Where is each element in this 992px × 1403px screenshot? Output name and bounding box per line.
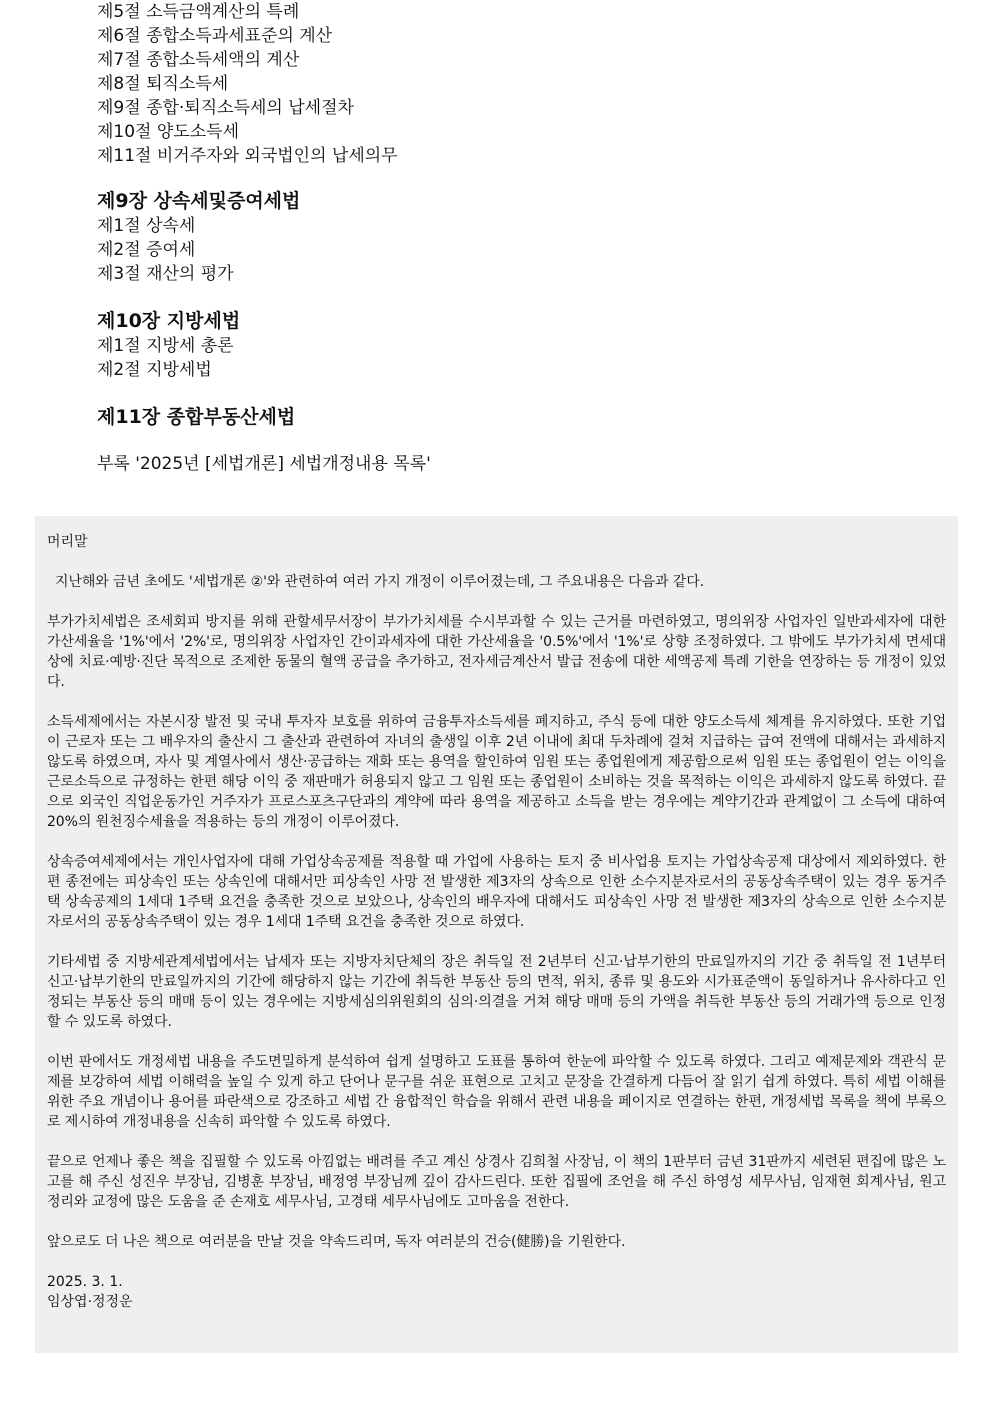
toc-chapter-11-title: 제11장 종합부동산세법 [97, 406, 296, 428]
preface-paragraph-inheritance-tax: 상속증여세제에서는 개인사업자에 대해 가업상속공제를 적용할 때 가업에 사용하는 토지 중 비사업용 토지는 가업상속공제 대상에서 제외하였다. 한편 종전에는 피상속인 또는 상속인에 대해서만 피상속인 사망 전 발생한 제3자의 상속으로 인한 소수지분자로서의 공동상속주택이 있는 경우 동거주택 상속공제의 1세대 1주택 요건을 충족한 것으로 보았으나, 상속인의 배우자에 대해서도 피상속인 사망 전 발생한 제3자의 상속으로 인한 소수지분자로서의 공동상속주택이 있는 경우 1세대 1주택 요건을 충족한 것으로 하였다. [47, 854, 946, 930]
toc-chapter-9-section-1: 제1절 상속세 [97, 216, 196, 236]
preface-paragraph-vat: 부가가치세법은 조세회피 방지를 위해 관할세무서장이 부가가치세를 수시부과할 수 있는 근거를 마련하였고, 명의위장 사업자인 일반과세자에 대한 가산세율을 '1%'에서 '2%'로, 명의위장 사업자인 간이과세자에 대한 가산세율을 '0.5%'에서 '1%'로 상향 조정하였다. 그 밖에도 부가가치세 면세대상에 치료·예방·진단 목적으로 조제한 동물의 혈액 공급을 추가하고, 전자세금계산서 발급 전송에 대한 세액공제 특례 기한을 연장하는 등 개정이 있었다. [47, 614, 946, 690]
preface-title: 머리말 [47, 534, 88, 550]
toc-section-8: 제8절 퇴직소득세 [97, 74, 229, 94]
table-of-contents [97, 0, 957, 476]
toc-appendix: 부록 '2025년 [세법개론] 세법개정내용 목록' [97, 454, 431, 474]
toc-section-11: 제11절 비거주자와 외국법인의 납세의무 [97, 146, 398, 166]
preface-paragraph-local-tax: 기타세법 중 지방세관계세법에서는 납세자 또는 지방자치단체의 장은 취득일 전 2년부터 신고·납부기한의 만료일까지의 기간 중 취득일 전 1년부터 신고·납부기한의 만료일까지의 기간에 해당하지 않는 기간에 취득한 부동산 등의 면적, 위치, 종류 및 용도와 시가표준액이 동일하거나 유사하다고 인정되는 부동산 등의 매매 등이 있는 경우에는 지방세심의위원회의 심의·의결을 거쳐 해당 매매 등의 가액을 취득한 부동산 등의 거래가액 등으로 인정할 수 있도록 하였다. [47, 954, 946, 1030]
toc-section-10: 제10절 양도소득세 [97, 122, 239, 142]
toc-chapter-9-section-3: 제3절 재산의 평가 [97, 264, 234, 284]
toc-chapter-9-title: 제9장 상속세및증여세법 [97, 190, 301, 212]
toc-chapter-10-section-2: 제2절 지방세법 [97, 360, 212, 380]
toc-chapter-10-section-1: 제1절 지방세 총론 [97, 336, 234, 356]
toc-section-5: 제5절 소득금액계산의 특례 [97, 2, 300, 22]
preface-box [35, 516, 958, 1353]
toc-section-9: 제9절 종합·퇴직소득세의 납세절차 [97, 98, 354, 118]
preface-paragraph-edition: 이번 판에서도 개정세법 내용을 주도면밀하게 분석하여 쉽게 설명하고 도표를 통하여 한눈에 파악할 수 있도록 하였다. 그리고 예제문제와 객관식 문제를 보강하여 세법 이해력을 높일 수 있게 하고 단어나 문구를 쉬운 표현으로 고치고 문장을 간결하게 다듬어 잘 읽기 쉽게 하였다. 특히 세법 이해를 위한 주요 개념이나 용어를 파란색으로 강조하고 세법 간 융합적인 학습을 위해서 관련 내용을 페이지로 연결하는 한편, 개정세법 목록을 책에 부록으로 제시하여 개정내용을 신속히 파악할 수 있도록 하였다. [47, 1054, 946, 1130]
preface-paragraph-closing: 앞으로도 더 나은 책으로 여러분을 만날 것을 약속드리며, 독자 여러분의 건승(健勝)을 기원한다. [47, 1234, 626, 1250]
toc-section-7: 제7절 종합소득세액의 계산 [97, 50, 300, 70]
preface-paragraph-thanks: 끝으로 언제나 좋은 책을 집필할 수 있도록 아낌없는 배려를 주고 계신 상경사 김희철 사장님, 이 책의 1판부터 금년 31판까지 세련된 편집에 많은 노고를 해 주신 성진우 부장님, 김병훈 부장님, 배정영 부장님께 깊이 감사드린다. 또한 집필에 조언을 해 주신 하영성 세무사님, 임재현 회계사님, 원고정리와 교정에 많은 도움을 준 손재호 세무사님, 고경태 세무사님에도 고마움을 전한다. [47, 1154, 946, 1210]
toc-chapter-9-section-2: 제2절 증여세 [97, 240, 196, 260]
preface-authors: 임상엽·정정운 [47, 1294, 133, 1310]
preface-paragraph-intro: 지난해와 금년 초에도 '세법개론 ②'와 관련하여 여러 가지 개정이 이루어졌는데, 그 주요내용은 다음과 같다. [55, 574, 705, 590]
preface-paragraph-income-tax: 소득세제에서는 자본시장 발전 및 국내 투자자 보호를 위하여 금융투자소득세를 폐지하고, 주식 등에 대한 양도소득세 체계를 유지하였다. 또한 기업이 근로자 또는 그 배우자의 출산시 그 출산과 관련하여 자녀의 출생일 이후 2년 이내에 최대 두차례에 걸쳐 지급하는 급여 전액에 대해서는 과세하지 않도록 하였으며, 자사 및 계열사에서 생산·공급하는 재화 또는 용역을 할인하여 임원 또는 종업원에게 제공함으로써 임원 또는 종업원이 얻는 이익을 근로소득으로 규정하는 한편 해당 이익 중 재판매가 허용되지 않고 그 임원 또는 종업원이 소비하는 것을 목적하는 이익은 과세하지 않도록 하였다. 끝으로 외국인 직업운동가인 거주자가 프로스포츠구단과의 계약에 따라 용역을 제공하고 소득을 받는 경우에는 계약기간과 관계없이 그 소득에 대하여 20%의 원천징수세율을 적용하는 등의 개정이 이루어졌다. [47, 714, 946, 830]
toc-section-6: 제6절 종합소득과세표준의 계산 [97, 26, 333, 46]
toc-chapter-10-title: 제10장 지방세법 [97, 310, 241, 332]
preface-date: 2025. 3. 1. [47, 1274, 123, 1290]
toc-sections-chapter8 [97, 0, 957, 168]
